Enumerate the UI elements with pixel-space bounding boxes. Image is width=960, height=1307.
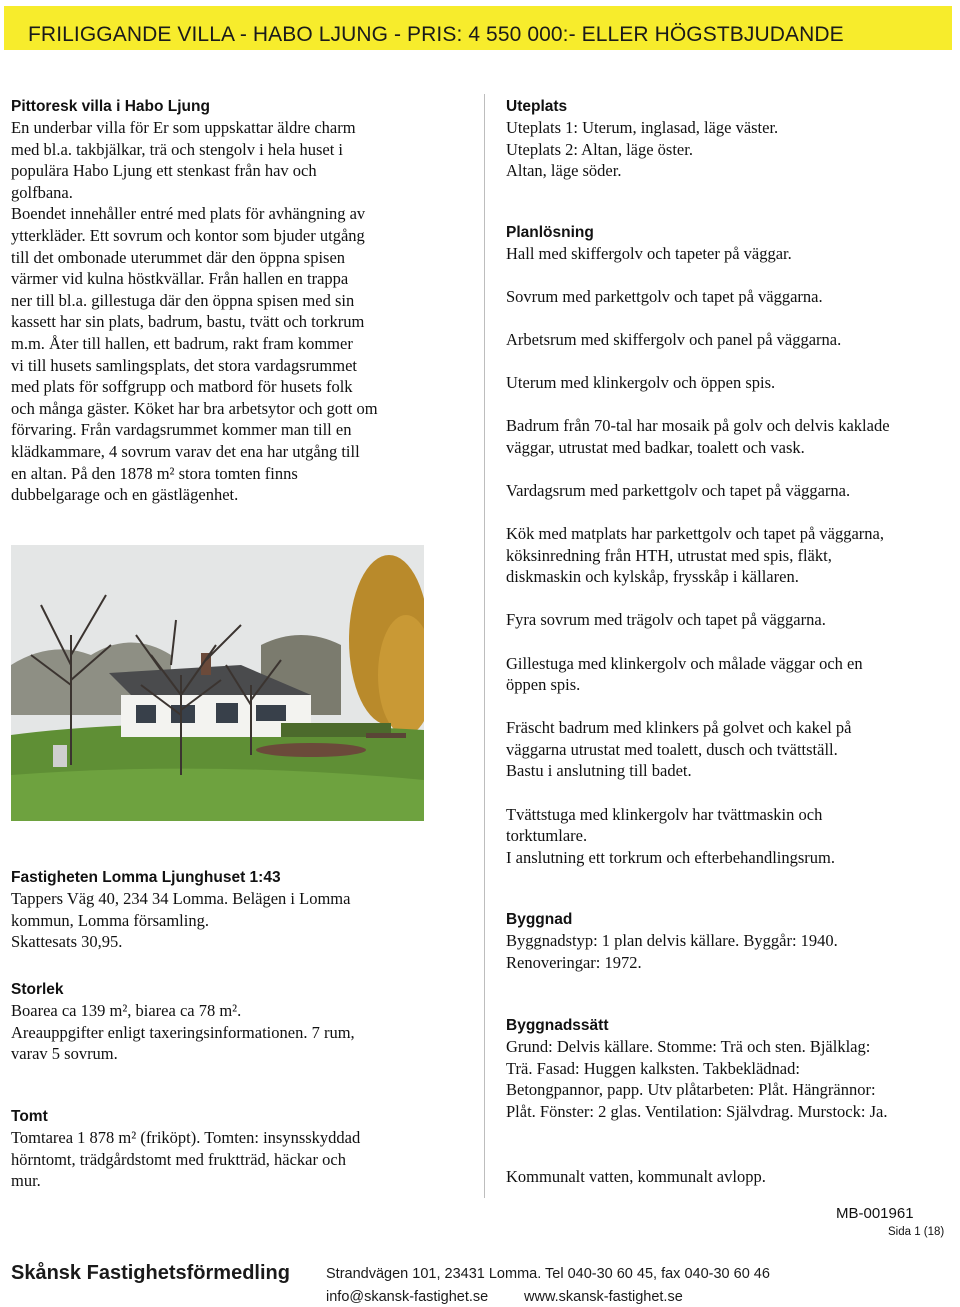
intro-line: med plats för soffgrupp och matbord för husets folk <box>11 377 353 397</box>
uteplats-section <box>506 96 956 182</box>
intro-line: förvaring. Från vardagsrummet kommer man till en <box>11 420 352 440</box>
company-email[interactable]: info@skansk-fastighet.se <box>326 1289 489 1305</box>
room-line: I anslutning ett torkrum och efterbehandlingsrum. <box>506 847 836 867</box>
company-address: Strandvägen 101, 23431 Lomma. Tel 040-30 60 45, fax 040-30 60 46 <box>326 1266 770 1282</box>
fastighet-line: Skattesats 30,95. <box>11 932 123 952</box>
tomt-line: mur. <box>11 1171 41 1191</box>
room-line: Sovrum med parkettgolv och tapet på väggarna. <box>506 287 823 307</box>
uteplats-line: Uteplats 1: Uterum, inglasad, läge väster. <box>506 118 779 137</box>
room-line: väggarna utrustat med toalett, dusch och tvättställ. <box>506 739 838 759</box>
page-title: FRILIGGANDE VILLA - HABO LJUNG - PRIS: 4 550 000:- ELLER HÖGSTBJUDANDE <box>28 23 844 46</box>
room-line: Gillestuga med klinkergolv och målade väggar och en <box>506 653 863 673</box>
storlek-line: Boarea ca 139 m², biarea ca 78 m². <box>11 1001 242 1020</box>
room-line: Badrum från 70-tal har mosaik på golv och delvis kaklade <box>506 416 890 436</box>
intro-heading: Pittoresk villa i Habo Ljung <box>11 98 210 115</box>
byggnad-line: Byggnadstyp: 1 plan delvis källare. Byggår: 1940. <box>506 931 838 950</box>
room-line: köksinredning från HTH, utrustat med spis, fläkt, <box>506 545 832 565</box>
intro-line: dubbelgarage och en gästlägenhet. <box>11 485 239 505</box>
intro-line: till det ombonade uterummet där den öppna spisen <box>11 247 346 267</box>
storlek-line: varav 5 sovrum. <box>11 1044 118 1064</box>
intro-line: golfbana. <box>11 182 73 202</box>
planlosning-rooms <box>506 243 956 868</box>
storlek-heading: Storlek <box>11 981 64 998</box>
room-line: öppen spis. <box>506 675 581 695</box>
title-banner <box>4 6 952 50</box>
byggnad-section <box>506 909 956 973</box>
reference-id: MB-001961 <box>836 1205 914 1222</box>
intro-section <box>11 96 451 506</box>
byggnadssatt-section <box>506 1015 956 1122</box>
intro-line: Boendet innehåller entré med plats för avhängning av <box>11 204 366 224</box>
room-paragraph <box>506 804 956 869</box>
intro-line: kassett har sin plats, badrum, bastu, tvätt och torkrum <box>11 312 365 332</box>
uteplats-line: Uteplats 2: Altan, läge öster. <box>506 139 693 159</box>
tomt-line: hörntomt, trädgårdstomt med fruktträd, häckar och <box>11 1149 346 1169</box>
page-number: Sida 1 (18) <box>888 1226 945 1238</box>
tomt-section <box>11 1106 451 1192</box>
tomt-line: Tomtarea 1 878 m² (friköpt). Tomten: insynsskyddad <box>11 1128 361 1147</box>
intro-line: En underbar villa för Er som uppskattar äldre charm <box>11 118 356 137</box>
intro-line: klädkammare, 4 sovrum varav det ena har utgång till <box>11 441 360 461</box>
vatten-section <box>506 1166 956 1188</box>
room-line: väggar, utrustat med badkar, toalett och vask. <box>506 437 805 457</box>
fastighet-line: Tappers Väg 40, 234 34 Lomma. Belägen i Lomma <box>11 889 351 908</box>
intro-line: en altan. På den 1878 m² stora tomten finns <box>11 463 298 483</box>
room-line: Uterum med klinkergolv och öppen spis. <box>506 373 776 393</box>
intro-line: med bl.a. takbjälkar, trä och stengolv i hela huset i <box>11 139 343 159</box>
intro-line: ytterkläder. Ett sovrum och kontor som bjuder utgång <box>11 225 365 245</box>
room-paragraph <box>506 286 956 308</box>
vatten-text: Kommunalt vatten, kommunalt avlopp. <box>506 1167 766 1186</box>
byggnad-heading: Byggnad <box>506 911 573 928</box>
room-paragraph <box>506 717 956 782</box>
room-line: torktumlare. <box>506 826 588 846</box>
room-paragraph <box>506 415 956 458</box>
fastighet-line: kommun, Lomma församling. <box>11 910 209 930</box>
uteplats-line: Altan, läge söder. <box>506 161 622 181</box>
byggnadssatt-line: Trä. Fasad: Huggen kalksten. Takbeklädnad: <box>506 1058 800 1078</box>
room-line: Kök med matplats har parkettgolv och tapet på väggarna, <box>506 524 884 544</box>
room-paragraph <box>506 523 956 588</box>
room-paragraph <box>506 243 956 265</box>
room-line: Arbetsrum med skiffergolv och panel på väggarna. <box>506 330 842 350</box>
planlosning-heading: Planlösning <box>506 224 594 241</box>
column-divider <box>484 94 485 1198</box>
house-photo <box>11 545 424 821</box>
byggnadssatt-heading: Byggnadssätt <box>506 1017 609 1034</box>
company-logo: Skånsk Fastighetsförmedling <box>11 1262 290 1284</box>
tomt-heading: Tomt <box>11 1108 48 1125</box>
room-line: Bastu i anslutning till badet. <box>506 761 692 781</box>
room-line: Fräscht badrum med klinkers på golvet och kakel på <box>506 718 852 738</box>
uteplats-heading: Uteplats <box>506 98 568 115</box>
room-paragraph <box>506 653 956 696</box>
room-line: Hall med skiffergolv och tapeter på väggar. <box>506 244 792 263</box>
fastighet-section <box>11 867 451 953</box>
byggnadssatt-line: Plåt. Fönster: 2 glas. Ventilation: Självdrag. Murstock: Ja. <box>506 1101 888 1121</box>
byggnad-line: Renoveringar: 1972. <box>506 952 642 972</box>
intro-line: vi till husets samlingsplats, det stora vardagsrummet <box>11 355 357 375</box>
room-paragraph <box>506 480 956 502</box>
company-website[interactable]: www.skansk-fastighet.se <box>524 1289 683 1305</box>
fastighet-heading: Fastigheten Lomma Ljunghuset 1:43 <box>11 869 281 886</box>
intro-text <box>11 117 451 506</box>
house-photo-illustration <box>11 545 424 821</box>
planlosning-section <box>506 222 956 890</box>
byggnadssatt-line: Grund: Delvis källare. Stomme: Trä och sten. Bjälklag: <box>506 1037 871 1056</box>
room-paragraph <box>506 329 956 351</box>
room-line: Fyra sovrum med trägolv och tapet på väggarna. <box>506 610 826 630</box>
storlek-line: Areauppgifter enligt taxeringsinformationen. 7 rum, <box>11 1022 355 1042</box>
intro-line: m.m. Åter till hallen, ett badrum, rakt fram kommer <box>11 333 353 353</box>
intro-line: ner till bl.a. gillestuga där den öppna spisen med sin <box>11 290 355 310</box>
intro-line: och många gäster. Köket har bra arbetsytor och gott om <box>11 398 378 418</box>
intro-line: populära Habo Ljung ett stenkast från hav och <box>11 161 317 181</box>
room-line: Tvättstuga med klinkergolv har tvättmaskin och <box>506 804 823 824</box>
byggnadssatt-line: Betongpannor, papp. Utv plåtarbeten: Plåt. Hängrännor: <box>506 1080 876 1100</box>
intro-line: värmer vid kulna höstkvällar. Från hallen en trappa <box>11 269 349 289</box>
room-paragraph <box>506 609 956 631</box>
room-line: diskmaskin och kylskåp, frysskåp i källaren. <box>506 567 799 587</box>
room-paragraph <box>506 372 956 394</box>
storlek-section <box>11 979 451 1065</box>
room-line: Vardagsrum med parkettgolv och tapet på väggarna. <box>506 481 851 501</box>
